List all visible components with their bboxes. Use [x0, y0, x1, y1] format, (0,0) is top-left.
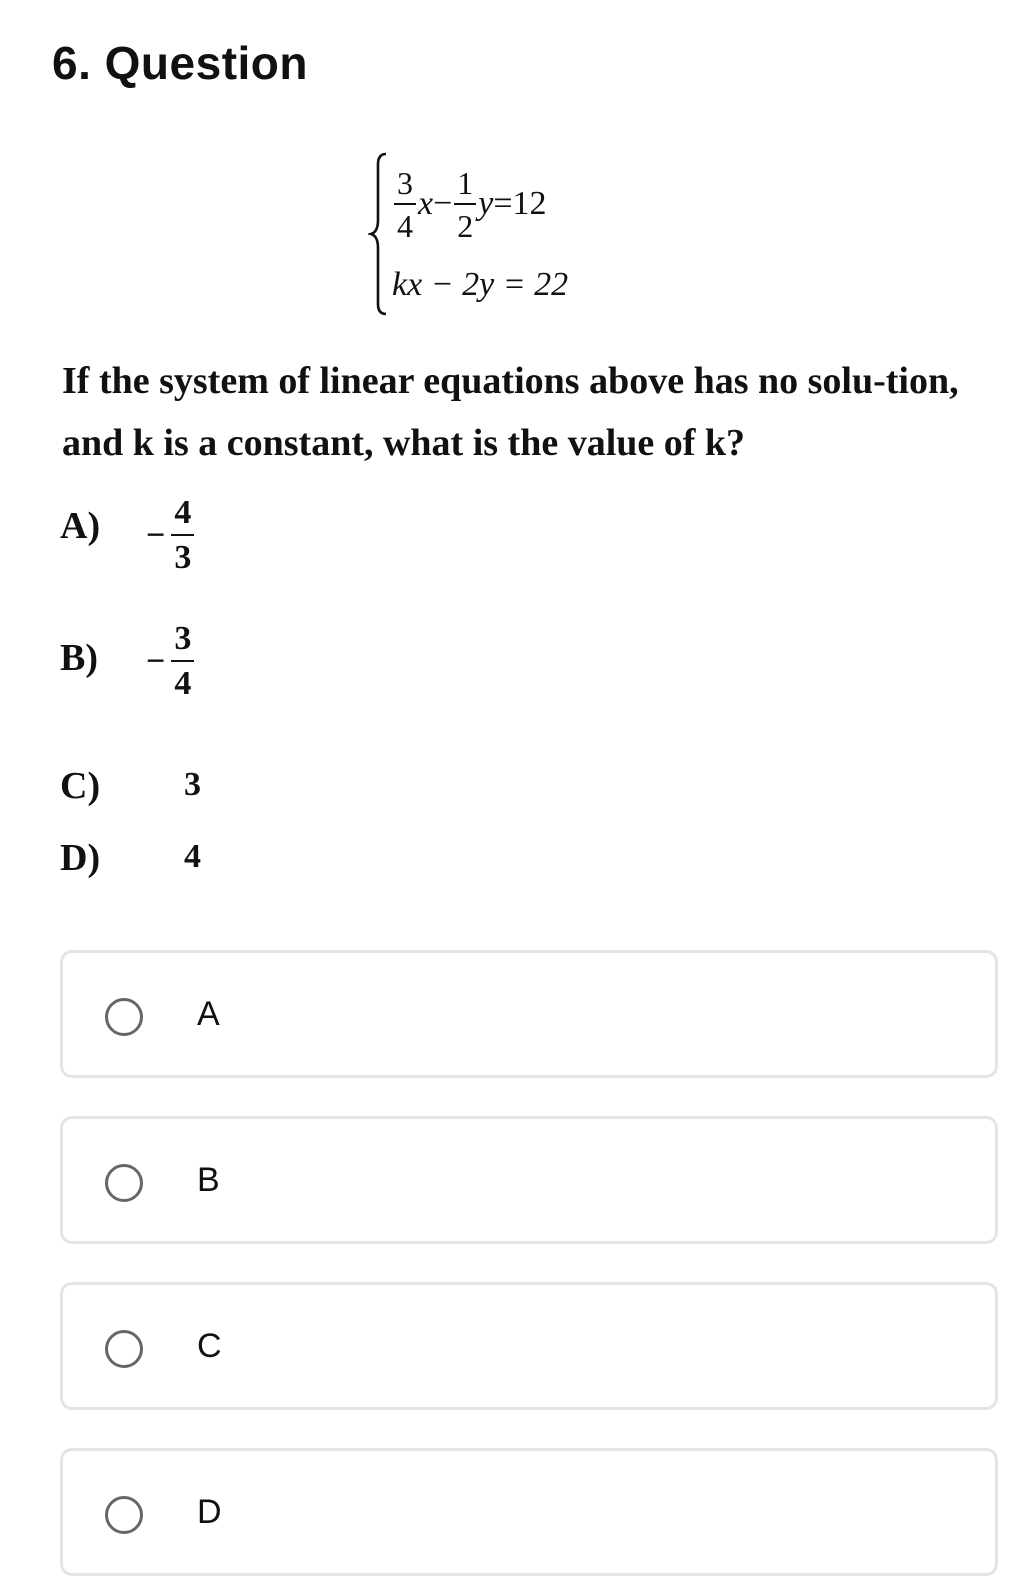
minus-sign: −: [433, 185, 453, 222]
fraction-denominator: 3: [174, 539, 192, 576]
left-brace: [368, 150, 392, 318]
equation-2-text: kx − 2y = 22: [392, 266, 569, 303]
equation-1-rhs: =12: [493, 185, 547, 222]
fraction-numerator: 3: [174, 620, 192, 657]
choice-d-value: 4: [184, 838, 201, 875]
fraction-1-2: [454, 164, 476, 244]
choice-a-letter: A): [60, 505, 101, 547]
minus-sign: −: [146, 516, 166, 554]
question-text: If the system of linear equations above has no solu-tion, and k is a constant, what is the value of k?: [62, 360, 959, 464]
option-a-label: A: [197, 995, 220, 1033]
choice-b-value: [146, 622, 196, 701]
radio-button-icon[interactable]: [105, 1496, 143, 1534]
fraction-numerator: 4: [174, 494, 192, 531]
option-b-label: B: [197, 1161, 220, 1199]
fraction-numerator: 3: [397, 164, 413, 201]
choice-c-letter: C): [60, 765, 101, 807]
fraction-numerator: 1: [457, 164, 474, 201]
choice-d-letter: D): [60, 837, 101, 879]
option-b[interactable]: [60, 1116, 998, 1244]
fraction-denominator: 2: [457, 207, 474, 244]
radio-button-icon[interactable]: [105, 998, 143, 1036]
option-c[interactable]: [60, 1282, 998, 1410]
choice-c-value: 3: [184, 766, 201, 803]
option-d-label: D: [197, 1493, 222, 1531]
equation-1: [392, 156, 547, 252]
choice-a-value: [146, 496, 196, 575]
choice-b-letter: B): [60, 637, 98, 679]
option-d[interactable]: [60, 1448, 998, 1576]
equation-2: [392, 266, 568, 304]
option-c-label: C: [197, 1327, 222, 1365]
variable-x: x: [418, 185, 434, 222]
radio-button-icon[interactable]: [105, 1164, 143, 1202]
variable-y: y: [478, 185, 494, 222]
fraction-denominator: 4: [397, 207, 413, 244]
fraction-denominator: 4: [174, 665, 192, 702]
question-title: 6. Question: [52, 37, 308, 89]
radio-button-icon[interactable]: [105, 1330, 143, 1368]
option-a[interactable]: [60, 950, 998, 1078]
fraction-3-4: [394, 164, 416, 244]
minus-sign: −: [146, 642, 166, 680]
